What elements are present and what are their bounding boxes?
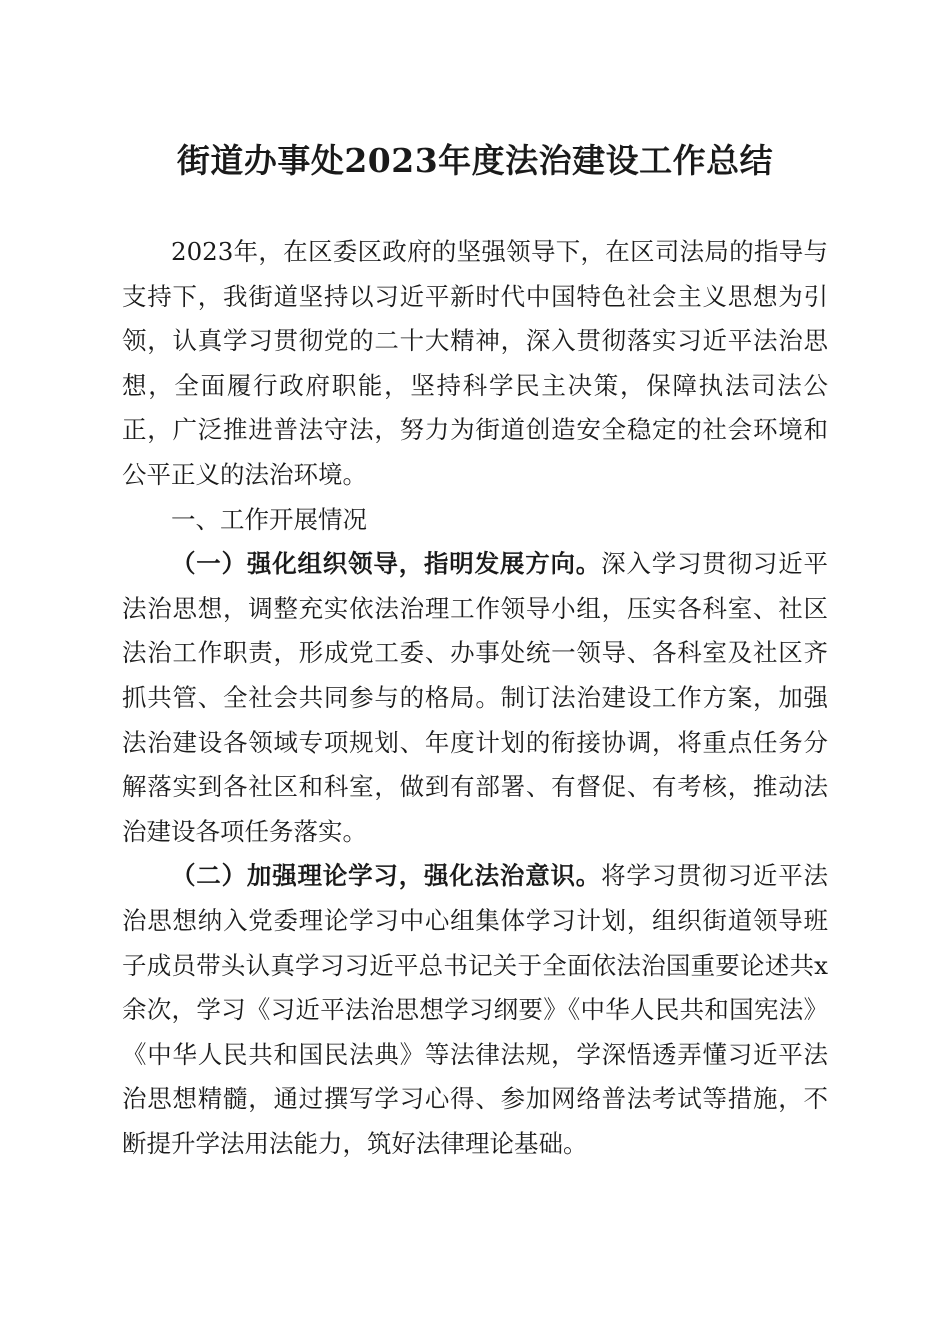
section-paragraph-1: [122, 542, 828, 854]
paragraph-text: 深入学习贯彻习近平法治思想，调整充实依法治理工作领导小组，压实各科室、社区法治工作职责，形成党工委、办事处统一领导、各科室及社区齐抓共管、全社会共同参与的格局。制订法治建设工作方案，加强法治建设各领域专项规划、年度计划的衔接协调，将重点任务分解落实到各社区和科室，做到有部署、有督促、有考核，推动法治建设各项任务落实。: [122, 549, 829, 846]
paragraph-text: 将学习贯彻习近平法治思想纳入党委理论学习中心组集体学习计划，组织街道领导班子成员带头认真学习习近平总书记关于全面依法治国重要论述共x余次，学习《习近平法治思想学习纲要》《中华人民共和国宪法》《中华人民共和国民法典》等法律法规，学深悟透弄懂习近平法治思想精髓，通过撰写学习心得、参加网络普法考试等措施，不断提升学法用法能力，筑好法律理论基础。: [122, 861, 829, 1158]
section-heading: 一、工作开展情况: [171, 504, 367, 534]
paragraph-subtitle: （二）加强理论学习，强化法治意识。: [171, 861, 602, 891]
document-body: [122, 230, 828, 1166]
paragraph-subtitle: （一）强化组织领导，指明发展方向。: [171, 549, 602, 579]
intro-paragraph: 2023年，在区委区政府的坚强领导下，在区司法局的指导与支持下，我街道坚持以习近平新时代中国特色社会主义思想为引领，认真学习贯彻党的二十大精神，深入贯彻落实习近平法治思想，全面履行政府职能，坚持科学民主决策，保障执法司法公正，广泛推进普法守法，努力为街道创造安全稳定的社会环境和公平正义的法治环境。: [122, 237, 828, 489]
section-paragraph-2: [122, 854, 828, 1166]
document-title: 街道办事处2023年度法治建设工作总结: [176, 141, 774, 180]
